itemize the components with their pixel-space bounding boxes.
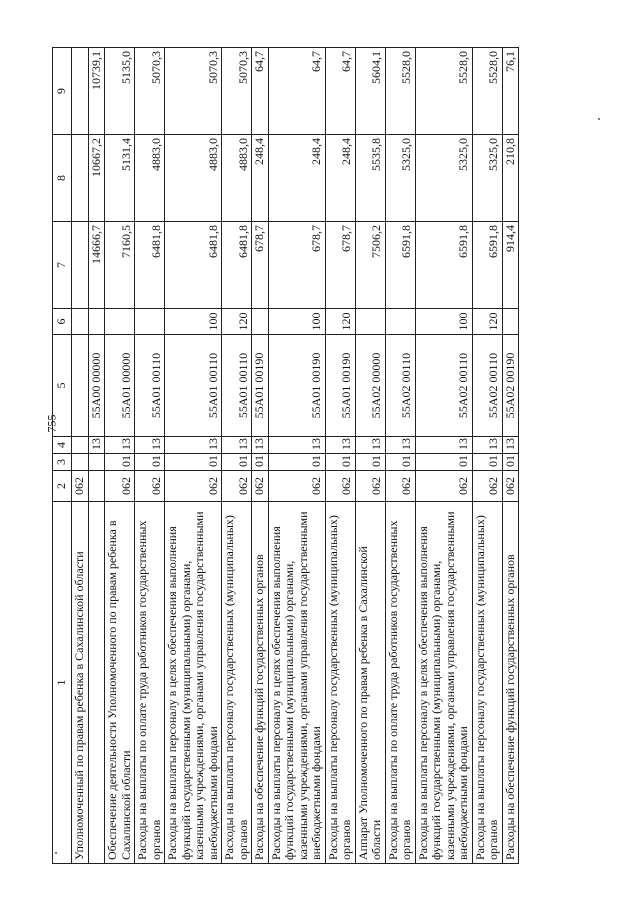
table-row bbox=[385, 48, 415, 864]
row-name: Расходы на выплаты персоналу государственных (муниципальных) органов bbox=[222, 502, 252, 864]
amount-col8: 5325,0 bbox=[472, 135, 502, 222]
row-name: Аппарат Уполномоченного по правам ребенка в Сахалинской области bbox=[355, 502, 385, 864]
page-number: 755 bbox=[44, 414, 59, 433]
target-article: 55А01 00110 bbox=[222, 335, 252, 437]
amount-col7: 678,7 bbox=[325, 222, 355, 309]
subsection-code: 13 bbox=[252, 437, 269, 454]
table-row bbox=[325, 48, 355, 864]
section-code: 01 bbox=[355, 454, 385, 471]
section-code: 01 bbox=[472, 454, 502, 471]
column-number: 1 bbox=[53, 502, 72, 864]
subsection-code: 13 bbox=[472, 437, 502, 454]
amount-col9: 5135,0 bbox=[105, 48, 135, 135]
amount-col9: 5528,0 bbox=[472, 48, 502, 135]
amount-col9: 64,7 bbox=[325, 48, 355, 135]
target-article: 55А00 00000 bbox=[88, 335, 105, 437]
admin-code: 062 bbox=[385, 471, 415, 502]
table-row bbox=[502, 48, 519, 864]
column-number: 9 bbox=[53, 48, 72, 135]
section-code bbox=[72, 454, 89, 471]
admin-code: 062 bbox=[472, 471, 502, 502]
target-article: 55А01 00190 bbox=[325, 335, 355, 437]
section-code: 01 bbox=[222, 454, 252, 471]
section-code: 01 bbox=[325, 454, 355, 471]
admin-code: 062 bbox=[165, 471, 222, 502]
amount-col8: 5535,8 bbox=[355, 135, 385, 222]
row-name: Расходы на выплаты персоналу в целях обеспечения выполнения функций государственными (муниципальными) органами, казенными учреждениями, органами управления государственными внебюджетными фондами bbox=[165, 502, 222, 864]
expense-type bbox=[355, 309, 385, 335]
amount-col8: 248,4 bbox=[325, 135, 355, 222]
row-name: Расходы на выплаты по оплате труда работников государственных органов bbox=[135, 502, 165, 864]
amount-col9: 64,7 bbox=[252, 48, 269, 135]
amount-col9: 5528,0 bbox=[385, 48, 415, 135]
section-code: 01 bbox=[105, 454, 135, 471]
target-article: 55А02 00110 bbox=[385, 335, 415, 437]
admin-code: 062 bbox=[268, 471, 325, 502]
subsection-code: 13 bbox=[88, 437, 105, 454]
expense-type bbox=[135, 309, 165, 335]
table-row bbox=[222, 48, 252, 864]
table-row bbox=[72, 48, 89, 864]
row-name: Расходы на выплаты персоналу в целях обеспечения выполнения функций государственными (муниципальными) органами, казенными учреждениями, органами управления государственными внебюджетными фондами bbox=[415, 502, 472, 864]
subsection-code: 13 bbox=[135, 437, 165, 454]
row-name: Расходы на обеспечение функций государственных органов bbox=[252, 502, 269, 864]
target-article: 55А02 00110 bbox=[415, 335, 472, 437]
section-code: 01 bbox=[165, 454, 222, 471]
table-row bbox=[415, 48, 472, 864]
row-name: Уполномоченный по правам ребенка в Сахалинской области bbox=[72, 502, 89, 864]
expense-type: 120 bbox=[325, 309, 355, 335]
column-number: 3 bbox=[53, 454, 72, 471]
amount-col8 bbox=[72, 135, 89, 222]
amount-col7: 6591,8 bbox=[472, 222, 502, 309]
row-name bbox=[88, 502, 105, 864]
amount-col9: 5070,3 bbox=[222, 48, 252, 135]
expense-type: 100 bbox=[268, 309, 325, 335]
table-row bbox=[135, 48, 165, 864]
admin-code: 062 bbox=[355, 471, 385, 502]
subsection-code: 13 bbox=[325, 437, 355, 454]
target-article: 55А02 00000 bbox=[355, 335, 385, 437]
section-code: 01 bbox=[135, 454, 165, 471]
target-article: 55А01 00190 bbox=[252, 335, 269, 437]
admin-code: 062 bbox=[72, 471, 89, 502]
expense-type bbox=[88, 309, 105, 335]
expense-type bbox=[72, 309, 89, 335]
table-row bbox=[355, 48, 385, 864]
amount-col8: 248,4 bbox=[268, 135, 325, 222]
target-article: 55А01 00110 bbox=[135, 335, 165, 437]
amount-col8: 4883,0 bbox=[135, 135, 165, 222]
amount-col7: 6481,8 bbox=[165, 222, 222, 309]
section-code: 01 bbox=[415, 454, 472, 471]
table-row bbox=[165, 48, 222, 864]
section-code: 01 bbox=[502, 454, 519, 471]
amount-col9: 10739,1 bbox=[88, 48, 105, 135]
admin-code: 062 bbox=[252, 471, 269, 502]
amount-col8: 210,8 bbox=[502, 135, 519, 222]
amount-col7: 6481,8 bbox=[135, 222, 165, 309]
admin-code: 062 bbox=[222, 471, 252, 502]
column-number: 7 bbox=[53, 222, 72, 309]
expense-type bbox=[252, 309, 269, 335]
admin-code: 062 bbox=[415, 471, 472, 502]
table-row bbox=[252, 48, 269, 864]
column-number: 2 bbox=[53, 471, 72, 502]
admin-code: 062 bbox=[325, 471, 355, 502]
row-name: Расходы на выплаты персоналу государственных (муниципальных) органов bbox=[472, 502, 502, 864]
target-article bbox=[72, 335, 89, 437]
column-number: 6 bbox=[53, 309, 72, 335]
column-number: 4 bbox=[53, 437, 72, 454]
subsection-code: 13 bbox=[355, 437, 385, 454]
row-name: Расходы на выплаты по оплате труда работников государственных органов bbox=[385, 502, 415, 864]
section-code: 01 bbox=[252, 454, 269, 471]
section-code bbox=[88, 454, 105, 471]
amount-col9 bbox=[72, 48, 89, 135]
rotated-page bbox=[52, 48, 588, 864]
expense-type bbox=[385, 309, 415, 335]
amount-col8: 4883,0 bbox=[222, 135, 252, 222]
target-article: 55А01 00110 bbox=[165, 335, 222, 437]
section-code: 01 bbox=[385, 454, 415, 471]
amount-col8: 5131,4 bbox=[105, 135, 135, 222]
subsection-code: 13 bbox=[105, 437, 135, 454]
expense-type: 100 bbox=[165, 309, 222, 335]
amount-col7 bbox=[72, 222, 89, 309]
amount-col9: 5070,3 bbox=[165, 48, 222, 135]
expense-type bbox=[502, 309, 519, 335]
admin-code bbox=[88, 471, 105, 502]
budget-table bbox=[52, 47, 519, 864]
expense-type bbox=[105, 309, 135, 335]
subsection-code bbox=[72, 437, 89, 454]
expense-type: 120 bbox=[222, 309, 252, 335]
amount-col8: 248,4 bbox=[252, 135, 269, 222]
amount-col7: 6591,8 bbox=[385, 222, 415, 309]
row-name: Обеспечение деятельности Уполномоченного по правам ребенка в Сахалинской области bbox=[105, 502, 135, 864]
admin-code: 062 bbox=[105, 471, 135, 502]
amount-col8: 5325,0 bbox=[415, 135, 472, 222]
subsection-code: 13 bbox=[415, 437, 472, 454]
expense-type: 100 bbox=[415, 309, 472, 335]
table-row bbox=[105, 48, 135, 864]
subsection-code: 13 bbox=[385, 437, 415, 454]
amount-col7: 7506,2 bbox=[355, 222, 385, 309]
amount-col7: 7160,5 bbox=[105, 222, 135, 309]
target-article: 55А02 00110 bbox=[472, 335, 502, 437]
section-code: 01 bbox=[268, 454, 325, 471]
column-number-row bbox=[53, 48, 72, 864]
amount-col7: 678,7 bbox=[268, 222, 325, 309]
admin-code: 062 bbox=[502, 471, 519, 502]
amount-col7: 914,4 bbox=[502, 222, 519, 309]
table-row bbox=[472, 48, 502, 864]
column-number: 8 bbox=[53, 135, 72, 222]
amount-col8: 4883,0 bbox=[165, 135, 222, 222]
column-number: 5 bbox=[53, 335, 72, 437]
amount-col8: 10667,2 bbox=[88, 135, 105, 222]
amount-col9: 76,1 bbox=[502, 48, 519, 135]
amount-col9: 5604,1 bbox=[355, 48, 385, 135]
amount-col7: 6481,8 bbox=[222, 222, 252, 309]
row-name: Расходы на обеспечение функций государственных органов bbox=[502, 502, 519, 864]
row-name: Расходы на выплаты персоналу государственных (муниципальных) органов bbox=[325, 502, 355, 864]
admin-code: 062 bbox=[135, 471, 165, 502]
amount-col8: 5325,0 bbox=[385, 135, 415, 222]
table-row bbox=[268, 48, 325, 864]
table-row bbox=[88, 48, 105, 864]
expense-type: 120 bbox=[472, 309, 502, 335]
row-name: Расходы на выплаты персоналу в целях обеспечения выполнения функций государственными (муниципальными) органами, казенными учреждениями, органами управления государственными внебюджетными фондами bbox=[268, 502, 325, 864]
subsection-code: 13 bbox=[165, 437, 222, 454]
amount-col7: 678,7 bbox=[252, 222, 269, 309]
amount-col7: 6591,8 bbox=[415, 222, 472, 309]
subsection-code: 13 bbox=[222, 437, 252, 454]
subsection-code: 13 bbox=[268, 437, 325, 454]
amount-col7: 14666,7 bbox=[88, 222, 105, 309]
target-article: 55А02 00190 bbox=[502, 335, 519, 437]
target-article: 55А01 00190 bbox=[268, 335, 325, 437]
amount-col9: 64,7 bbox=[268, 48, 325, 135]
target-article: 55А01 00000 bbox=[105, 335, 135, 437]
scan-speck bbox=[598, 118, 600, 120]
subsection-code: 13 bbox=[502, 437, 519, 454]
amount-col9: 5070,3 bbox=[135, 48, 165, 135]
amount-col9: 5528,0 bbox=[415, 48, 472, 135]
